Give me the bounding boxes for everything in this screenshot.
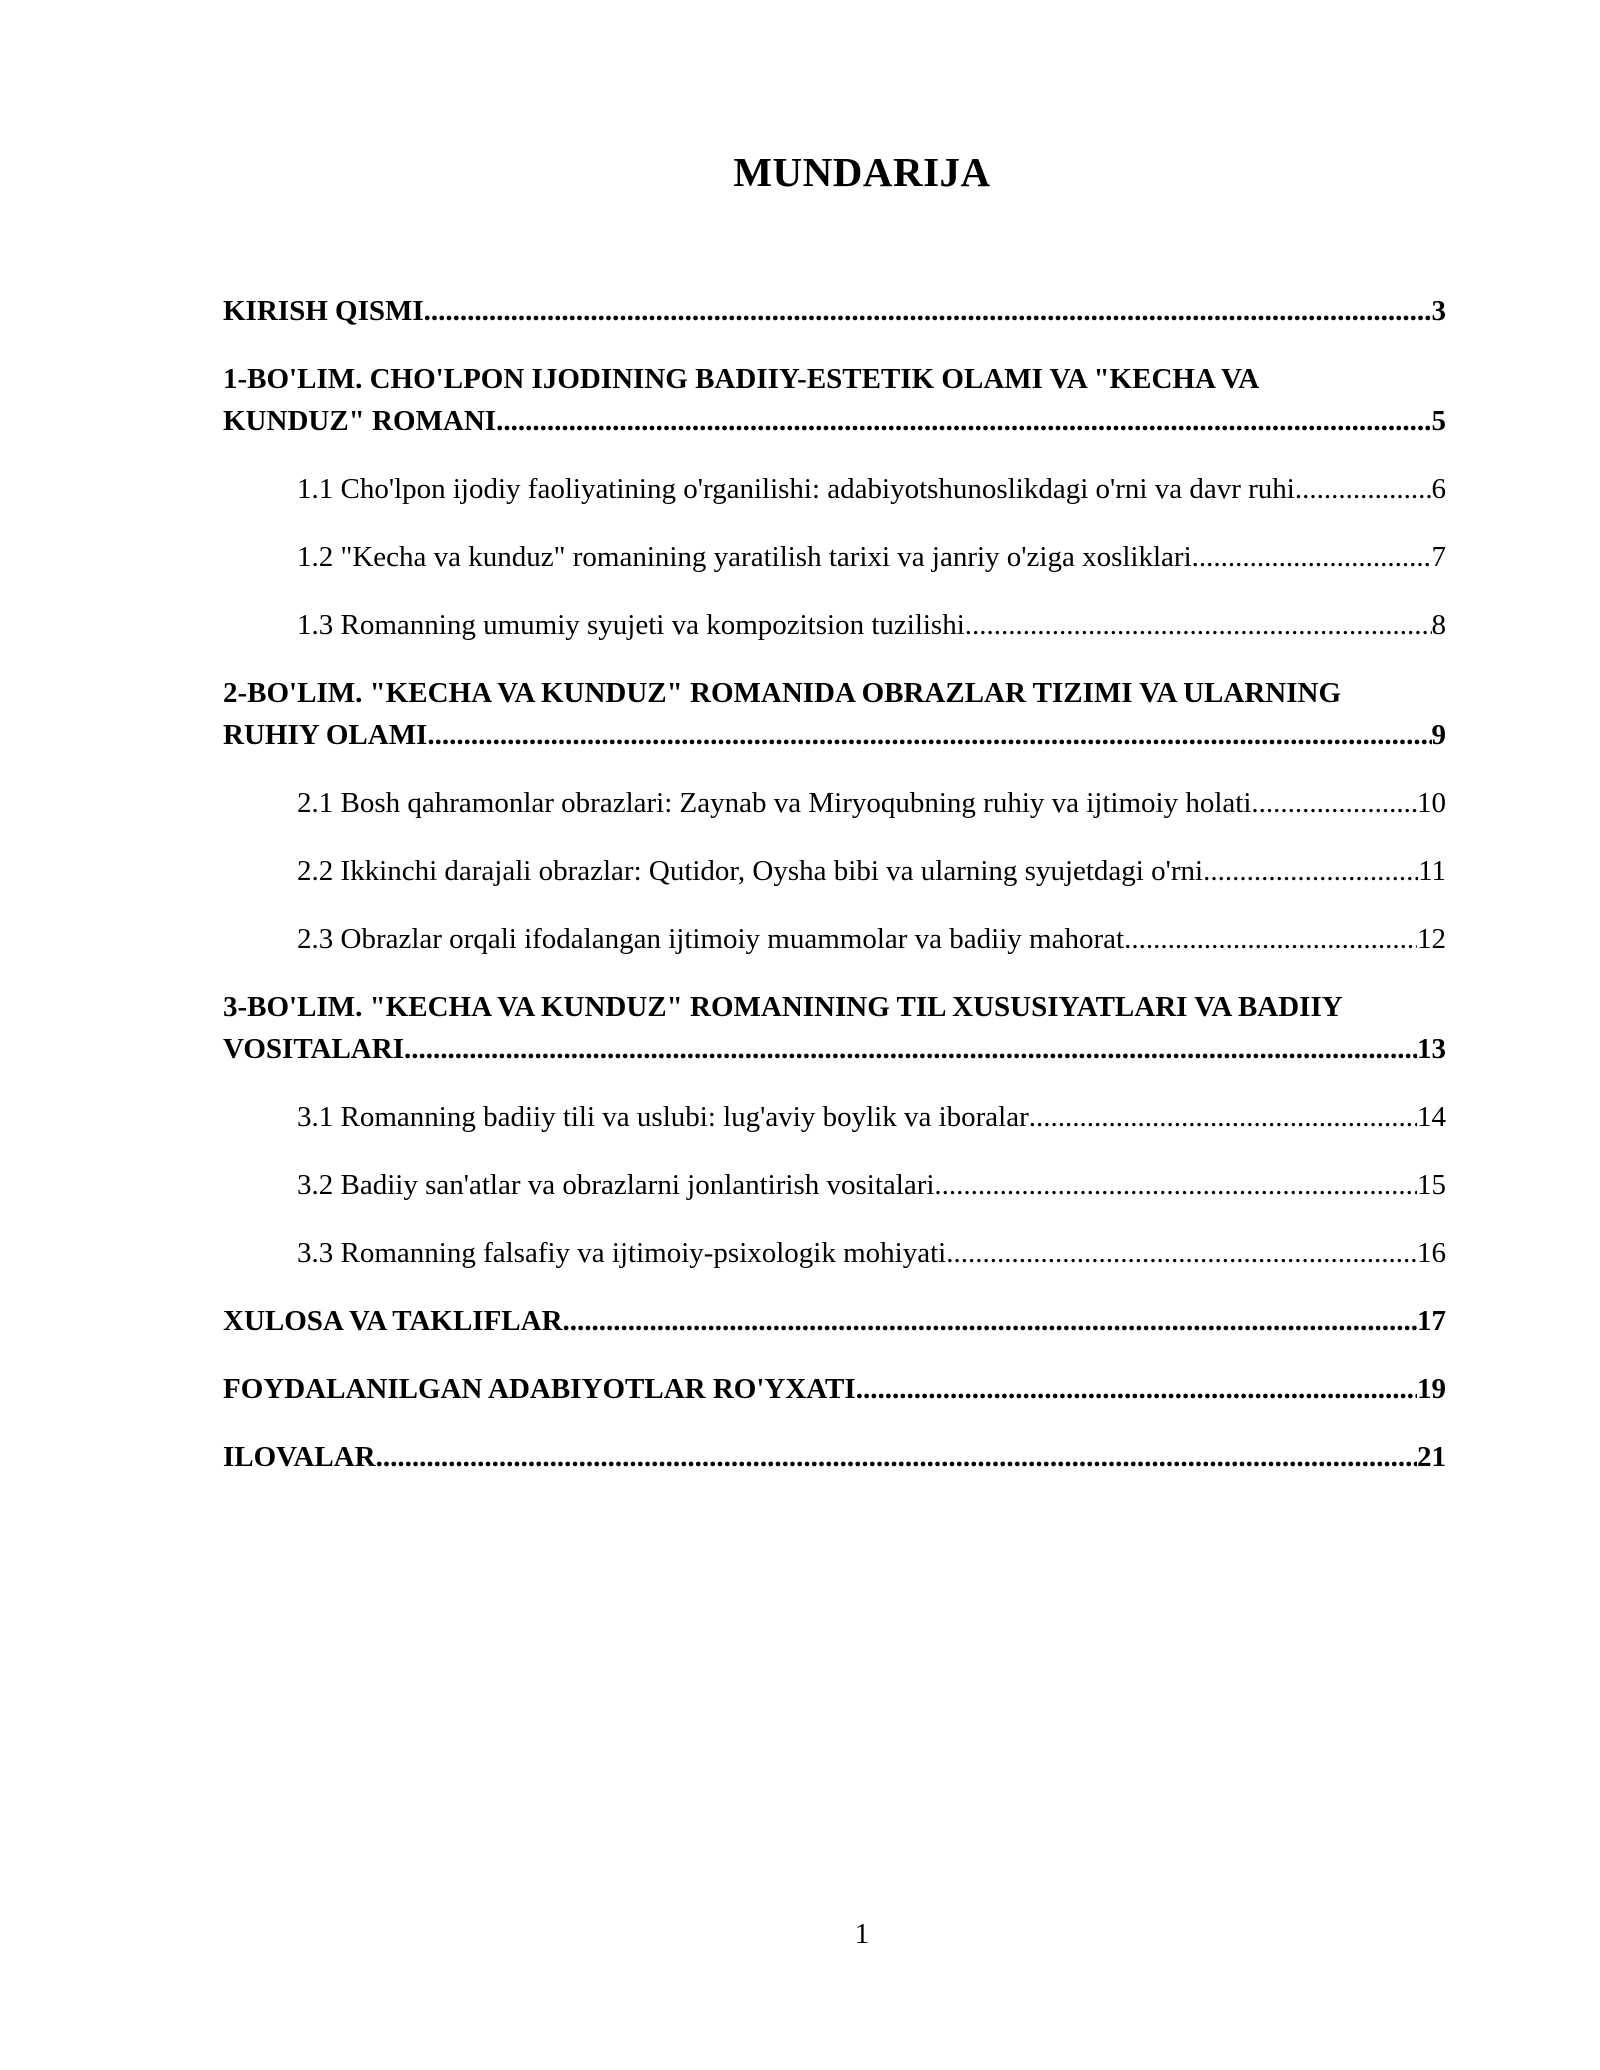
- toc-entry-label-line1: 1-BO'LIM. CHO'LPON IJODINING BADIIY-ESTETIK OLAMI VA "KECHA VA: [223, 363, 1260, 395]
- dot-leader: [1029, 1096, 1417, 1138]
- toc-page-number: 8: [1431, 609, 1446, 641]
- toc-entry-label: 2.3 Obrazlar orqali ifodalangan ijtimoiy muammolar va badiiy mahorat: [297, 923, 1125, 955]
- dot-leader: [1251, 782, 1417, 824]
- toc-page-number: 6: [1431, 473, 1446, 505]
- toc-page-number: 11: [1418, 855, 1446, 887]
- toc-entry-section-3-2[interactable]: [297, 1164, 1446, 1206]
- dot-leader: [1124, 918, 1417, 960]
- toc-entry-label: 1.1 Cho'lpon ijodiy faoliyatining o'rganilishi: adabiyotshunoslikdagi o'rni va davr ruhi: [297, 473, 1295, 505]
- toc-page-number: 7: [1431, 541, 1446, 573]
- toc-entry-label-line2: VOSITALARI: [223, 1033, 404, 1065]
- dot-leader: [427, 714, 1431, 756]
- toc-page-number: 15: [1417, 1169, 1446, 1201]
- toc-entry-chapter-3[interactable]: [223, 986, 1446, 1070]
- dot-leader: [1203, 850, 1418, 892]
- toc-entry-section-2-2[interactable]: [297, 850, 1446, 892]
- toc-entry-section-2-3[interactable]: [297, 918, 1446, 960]
- dot-leader: [965, 604, 1432, 646]
- toc-entry-label: XULOSA VA TAKLIFLAR: [223, 1305, 563, 1337]
- dot-leader: [496, 400, 1431, 442]
- toc-page-number: 5: [1431, 405, 1446, 437]
- toc-page-number: 14: [1417, 1101, 1446, 1133]
- toc-entry-ilovalar[interactable]: [223, 1436, 1446, 1478]
- toc-entry-section-1-1[interactable]: [297, 468, 1446, 510]
- toc-entry-label: KIRISH QISMI: [223, 295, 424, 327]
- toc-entry-chapter-2[interactable]: [223, 672, 1446, 756]
- dot-leader: [1192, 536, 1432, 578]
- toc-entry-label-line1: 2-BO'LIM. "KECHA VA KUNDUZ" ROMANIDA OBRAZLAR TIZIMI VA ULARNING: [223, 677, 1342, 709]
- toc-entry-section-3-3[interactable]: [297, 1232, 1446, 1274]
- toc-entry-kirish[interactable]: [223, 290, 1446, 332]
- toc-entry-label: ILOVALAR: [223, 1441, 376, 1473]
- toc-page-number: 17: [1417, 1305, 1446, 1337]
- toc-page-number: 16: [1417, 1237, 1446, 1269]
- toc-entry-chapter-1[interactable]: [223, 358, 1446, 442]
- toc-entry-label: 2.2 Ikkinchi darajali obrazlar: Qutidor, Oysha bibi va ularning syujetdagi o'rni: [297, 855, 1204, 887]
- toc-entry-label: 3.1 Romanning badiiy tili va uslubi: lug'aviy boylik va iboralar: [297, 1101, 1029, 1133]
- toc-page-number: 12: [1417, 923, 1446, 955]
- toc-entry-section-1-2[interactable]: [297, 536, 1446, 578]
- toc-entry-section-2-1[interactable]: [297, 782, 1446, 824]
- toc-entry-label: 1.2 "Kecha va kunduz" romanining yaratilish tarixi va janriy o'ziga xosliklari: [297, 541, 1192, 573]
- toc-entry-label-line2: RUHIY OLAMI: [223, 719, 428, 751]
- dot-leader: [563, 1300, 1417, 1342]
- toc-page-number: 3: [1431, 295, 1446, 327]
- dot-leader: [934, 1164, 1417, 1206]
- toc-page-number: 19: [1417, 1373, 1446, 1405]
- toc-entry-label: 1.3 Romanning umumiy syujeti va kompozitsion tuzilishi: [297, 609, 965, 641]
- toc-entry-label-line2: KUNDUZ" ROMANI: [223, 405, 497, 437]
- toc-entry-section-1-3[interactable]: [297, 604, 1446, 646]
- toc-entry-label: 3.2 Badiiy san'atlar va obrazlarni jonlantirish vositalari: [297, 1169, 935, 1201]
- dot-leader: [376, 1436, 1417, 1478]
- toc-entry-label: 2.1 Bosh qahramonlar obrazlari: Zaynab va Miryoqubning ruhiy va ijtimoiy holati: [297, 787, 1252, 819]
- toc-entry-label: FOYDALANILGAN ADABIYOTLAR RO'YXATI: [223, 1373, 856, 1405]
- toc-page-number: 10: [1417, 787, 1446, 819]
- toc-entry-label-line1: 3-BO'LIM. "KECHA VA KUNDUZ" ROMANINING TIL XUSUSIYATLARI VA BADIIY: [223, 991, 1343, 1023]
- toc-page-number: 13: [1417, 1033, 1446, 1065]
- document-title: MUNDARIJA: [733, 149, 991, 195]
- dot-leader: [1295, 468, 1432, 510]
- dot-leader: [856, 1368, 1417, 1410]
- toc-entry-xulosa[interactable]: [223, 1300, 1446, 1342]
- dot-leader: [424, 290, 1432, 332]
- page-number: 1: [854, 1918, 870, 1950]
- toc-page-number: 21: [1417, 1441, 1446, 1473]
- toc-entry-label: 3.3 Romanning falsafiy va ijtimoiy-psixologik mohiyati: [297, 1237, 947, 1269]
- table-of-contents: [223, 290, 1446, 1504]
- dot-leader: [946, 1232, 1417, 1274]
- dot-leader: [404, 1028, 1417, 1070]
- toc-page-number: 9: [1431, 719, 1446, 751]
- toc-entry-adabiyotlar[interactable]: [223, 1368, 1446, 1410]
- toc-entry-section-3-1[interactable]: [297, 1096, 1446, 1138]
